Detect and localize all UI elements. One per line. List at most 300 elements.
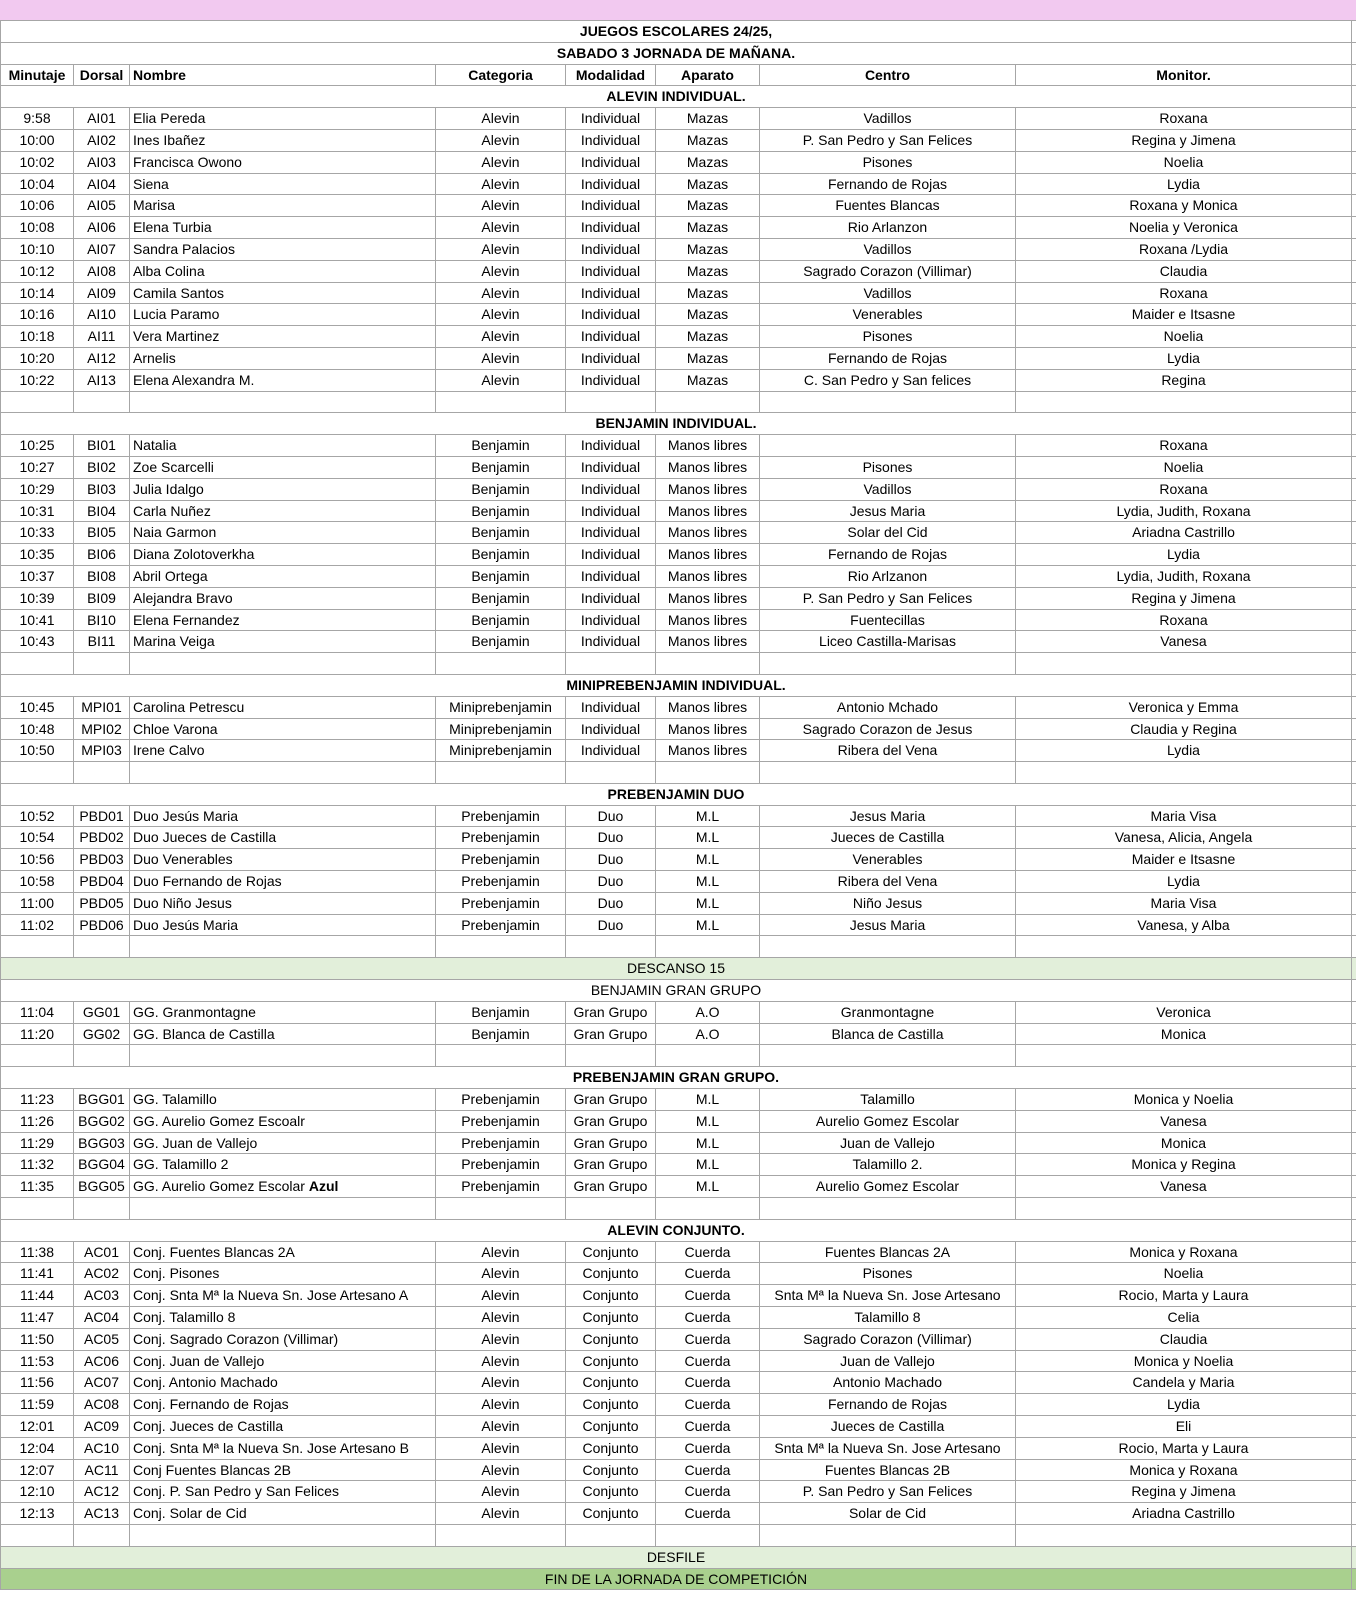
cell-modalidad: Individual — [566, 522, 656, 543]
table-row — [0, 1285, 1356, 1307]
cell-aparato: Cuerda — [656, 1329, 760, 1350]
cell-monitor: Lydia, Judith, Roxana — [1016, 501, 1352, 522]
cell-nombre — [130, 1176, 436, 1197]
cell-centro: Vadillos — [760, 283, 1016, 304]
cell-nombre: Carolina Petrescu — [130, 697, 436, 718]
cell-monitor: Claudia y Regina — [1016, 719, 1352, 740]
table-row — [0, 610, 1356, 632]
cell-categoria: Alevin — [436, 1351, 566, 1372]
cell-minutaje: 10:58 — [0, 871, 74, 892]
cell-aparato: Mazas — [656, 261, 760, 282]
cell-categoria: Benjamin — [436, 588, 566, 609]
cell-monitor: Lydia — [1016, 871, 1352, 892]
cell-nombre: GG. Talamillo 2 — [130, 1154, 436, 1175]
cell-monitor — [1016, 1045, 1352, 1066]
cell-aparato — [656, 1045, 760, 1066]
cell-aparato: Mazas — [656, 283, 760, 304]
cell-monitor: Monitor. — [1016, 65, 1352, 86]
cell-nombre: Conj. Antonio Machado — [130, 1372, 436, 1393]
cell-modalidad: Individual — [566, 348, 656, 369]
cell-aparato: Cuerda — [656, 1394, 760, 1415]
cell-monitor: Lydia, Judith, Roxana — [1016, 566, 1352, 587]
cell-aparato: Cuerda — [656, 1438, 760, 1459]
cell-minutaje: 11:20 — [0, 1024, 74, 1045]
cell-aparato: M.L — [656, 1089, 760, 1110]
cell-nombre: Duo Jueces de Castilla — [130, 827, 436, 848]
cell-monitor: Roxana — [1016, 479, 1352, 500]
cell-minutaje: 10:48 — [0, 719, 74, 740]
cell-minutaje: 10:20 — [0, 348, 74, 369]
cell-modalidad: Gran Grupo — [566, 1002, 656, 1023]
cell-nombre — [130, 392, 436, 413]
cell-centro: Rio Arlanzon — [760, 217, 1016, 238]
cell-monitor: Roxana — [1016, 108, 1352, 129]
cell-modalidad: Individual — [566, 261, 656, 282]
cell-dorsal: AC03 — [74, 1285, 130, 1306]
cell-centro: Pisones — [760, 152, 1016, 173]
cell-nombre: Duo Venerables — [130, 849, 436, 870]
cell-monitor: Regina y Jimena — [1016, 1481, 1352, 1502]
cell-aparato: Cuerda — [656, 1242, 760, 1263]
cell-dorsal: AC09 — [74, 1416, 130, 1437]
cell-dorsal: BI04 — [74, 501, 130, 522]
cell-minutaje — [0, 762, 74, 783]
cell-centro: Jesus Maria — [760, 806, 1016, 827]
table-row — [0, 827, 1356, 849]
cell-aparato: Mazas — [656, 130, 760, 151]
cell-monitor: Regina y Jimena — [1016, 588, 1352, 609]
empty-row — [0, 653, 1356, 675]
cell-dorsal: AC11 — [74, 1460, 130, 1481]
cell-dorsal — [74, 1045, 130, 1066]
sheet-subtitle: SABADO 3 JORNADA DE MAÑANA. — [0, 43, 1352, 64]
cell-nombre: Francisca Owono — [130, 152, 436, 173]
cell-categoria: Miniprebenjamin — [436, 740, 566, 761]
cell-dorsal: AI13 — [74, 370, 130, 391]
cell-minutaje: 10:04 — [0, 174, 74, 195]
cell-dorsal: BGG04 — [74, 1154, 130, 1175]
cell-monitor: Maider e Itsasne — [1016, 304, 1352, 325]
cell-categoria: Alevin — [436, 1242, 566, 1263]
cell-monitor: Maria Visa — [1016, 806, 1352, 827]
cell-aparato: Cuerda — [656, 1372, 760, 1393]
empty-row — [0, 1525, 1356, 1547]
cell-nombre: Alejandra Bravo — [130, 588, 436, 609]
cell-dorsal: PBD03 — [74, 849, 130, 870]
cell-centro: Aurelio Gomez Escolar — [760, 1176, 1016, 1197]
cell-aparato: Mazas — [656, 370, 760, 391]
cell-minutaje: 10:29 — [0, 479, 74, 500]
cell-modalidad — [566, 1525, 656, 1546]
cell-modalidad: Conjunto — [566, 1460, 656, 1481]
cell-dorsal: PBD06 — [74, 915, 130, 936]
table-row — [0, 697, 1356, 719]
cell-categoria: Prebenjamin — [436, 893, 566, 914]
table-row — [0, 348, 1356, 370]
cell-minutaje: 12:04 — [0, 1438, 74, 1459]
empty-row — [0, 936, 1356, 958]
cell-monitor — [1016, 1198, 1352, 1219]
cell-modalidad: Individual — [566, 326, 656, 347]
cell-aparato: Manos libres — [656, 566, 760, 587]
table-row — [0, 239, 1356, 261]
cell-dorsal: AI08 — [74, 261, 130, 282]
cell-modalidad: Individual — [566, 370, 656, 391]
cell-centro: Fuentes Blancas 2B — [760, 1460, 1016, 1481]
cell-categoria: Alevin — [436, 326, 566, 347]
table-row — [0, 522, 1356, 544]
entry-name-suffix: Azul — [308, 1178, 339, 1195]
cell-monitor: Maria Visa — [1016, 893, 1352, 914]
cell-monitor: Celia — [1016, 1307, 1352, 1328]
cell-modalidad: Individual — [566, 631, 656, 652]
cell-nombre: Conj. Fuentes Blancas 2A — [130, 1242, 436, 1263]
cell-modalidad: Duo — [566, 827, 656, 848]
cell-nombre: Duo Jesús Maria — [130, 806, 436, 827]
cell-aparato: Cuerda — [656, 1503, 760, 1524]
cell-centro: Antonio Machado — [760, 1372, 1016, 1393]
cell-aparato: Mazas — [656, 217, 760, 238]
table-row — [0, 457, 1356, 479]
section-title: ALEVIN CONJUNTO. — [0, 1220, 1352, 1241]
cell-aparato: M.L — [656, 915, 760, 936]
cell-monitor — [1016, 392, 1352, 413]
section-title: BENJAMIN INDIVIDUAL. — [0, 413, 1352, 434]
section-title-row — [0, 1220, 1356, 1242]
cell-categoria: Alevin — [436, 348, 566, 369]
cell-centro: Jueces de Castilla — [760, 1416, 1016, 1437]
cell-nombre: GG. Juan de Vallejo — [130, 1133, 436, 1154]
cell-categoria: Benjamin — [436, 544, 566, 565]
cell-modalidad: Conjunto — [566, 1351, 656, 1372]
table-row — [0, 1503, 1356, 1525]
cell-categoria: Alevin — [436, 217, 566, 238]
cell-monitor: Roxana — [1016, 283, 1352, 304]
section-title: PREBENJAMIN DUO — [0, 784, 1352, 805]
cell-monitor — [1016, 936, 1352, 957]
cell-nombre: Ines Ibañez — [130, 130, 436, 151]
cell-modalidad: Individual — [566, 239, 656, 260]
cell-categoria: Prebenjamin — [436, 871, 566, 892]
cell-modalidad: Duo — [566, 893, 656, 914]
cell-aparato: M.L — [656, 1111, 760, 1132]
cell-modalidad — [566, 392, 656, 413]
table-row — [0, 1089, 1356, 1111]
cell-minutaje: 10:35 — [0, 544, 74, 565]
cell-aparato: A.O — [656, 1024, 760, 1045]
cell-categoria: Benjamin — [436, 522, 566, 543]
cell-nombre — [130, 762, 436, 783]
cell-monitor: Veronica y Emma — [1016, 697, 1352, 718]
cell-nombre: Lucia Paramo — [130, 304, 436, 325]
cell-minutaje: 12:13 — [0, 1503, 74, 1524]
empty-row — [0, 392, 1356, 414]
table-row — [0, 1002, 1356, 1024]
table-row — [0, 435, 1356, 457]
cell-dorsal: BGG03 — [74, 1133, 130, 1154]
cell-centro — [760, 653, 1016, 674]
cell-centro: Ribera del Vena — [760, 740, 1016, 761]
cell-minutaje: 11:35 — [0, 1176, 74, 1197]
cell-centro: Niño Jesus — [760, 893, 1016, 914]
cell-categoria: Benjamin — [436, 566, 566, 587]
cell-nombre: GG. Granmontagne — [130, 1002, 436, 1023]
cell-dorsal: BI11 — [74, 631, 130, 652]
cell-modalidad — [566, 936, 656, 957]
cell-dorsal — [74, 653, 130, 674]
parade-banner-row — [0, 1547, 1356, 1569]
table-row — [0, 588, 1356, 610]
cell-nombre: GG. Aurelio Gomez Escoalr — [130, 1111, 436, 1132]
table-row — [0, 740, 1356, 762]
cell-modalidad — [566, 1045, 656, 1066]
cell-dorsal: AC13 — [74, 1503, 130, 1524]
cell-categoria: Prebenjamin — [436, 915, 566, 936]
section-title-row — [0, 86, 1356, 108]
cell-categoria: Alevin — [436, 1285, 566, 1306]
cell-centro: Pisones — [760, 1263, 1016, 1284]
cell-centro — [760, 435, 1016, 456]
cell-monitor: Maider e Itsasne — [1016, 849, 1352, 870]
cell-minutaje: 11:29 — [0, 1133, 74, 1154]
cell-centro: Sagrado Corazon de Jesus — [760, 719, 1016, 740]
cell-categoria: Benjamin — [436, 631, 566, 652]
cell-centro: Talamillo 2. — [760, 1154, 1016, 1175]
cell-monitor: Ariadna Castrillo — [1016, 522, 1352, 543]
cell-centro: Venerables — [760, 304, 1016, 325]
sheet-title-row — [0, 21, 1356, 43]
cell-dorsal — [74, 936, 130, 957]
cell-aparato: Mazas — [656, 108, 760, 129]
cell-dorsal: AC07 — [74, 1372, 130, 1393]
cell-monitor: Regina — [1016, 370, 1352, 391]
cell-categoria: Prebenjamin — [436, 1176, 566, 1197]
cell-centro: Vadillos — [760, 239, 1016, 260]
cell-centro: Solar del Cid — [760, 522, 1016, 543]
cell-dorsal: BI06 — [74, 544, 130, 565]
cell-modalidad — [566, 762, 656, 783]
cell-aparato: Cuerda — [656, 1351, 760, 1372]
cell-categoria: Alevin — [436, 261, 566, 282]
cell-centro: P. San Pedro y San Felices — [760, 130, 1016, 151]
table-row — [0, 1416, 1356, 1438]
end-banner-row — [0, 1569, 1356, 1591]
cell-nombre: Conj. Snta Mª la Nueva Sn. Jose Artesano A — [130, 1285, 436, 1306]
table-row — [0, 304, 1356, 326]
cell-modalidad — [566, 1198, 656, 1219]
cell-aparato: M.L — [656, 871, 760, 892]
cell-dorsal: AI12 — [74, 348, 130, 369]
cell-dorsal: AI02 — [74, 130, 130, 151]
cell-dorsal: BI08 — [74, 566, 130, 587]
cell-monitor: Lydia — [1016, 1394, 1352, 1415]
table-row — [0, 1111, 1356, 1133]
cell-categoria: Benjamin — [436, 501, 566, 522]
cell-dorsal: AI07 — [74, 239, 130, 260]
cell-nombre: Natalia — [130, 435, 436, 456]
cell-minutaje: 11:00 — [0, 893, 74, 914]
sheet-title: JUEGOS ESCOLARES 24/25, — [0, 21, 1352, 42]
cell-nombre: Conj. Snta Mª la Nueva Sn. Jose Artesano B — [130, 1438, 436, 1459]
table-row — [0, 195, 1356, 217]
cell-monitor: Eli — [1016, 1416, 1352, 1437]
cell-monitor: Regina y Jimena — [1016, 130, 1352, 151]
cell-categoria: Alevin — [436, 1372, 566, 1393]
cell-dorsal — [74, 1198, 130, 1219]
cell-categoria: Prebenjamin — [436, 806, 566, 827]
cell-centro: Talamillo 8 — [760, 1307, 1016, 1328]
table-row — [0, 152, 1356, 174]
cell-aparato: Manos libres — [656, 740, 760, 761]
cell-centro: Venerables — [760, 849, 1016, 870]
cell-categoria: Alevin — [436, 1329, 566, 1350]
cell-modalidad: Conjunto — [566, 1329, 656, 1350]
cell-monitor: Lydia — [1016, 544, 1352, 565]
cell-monitor: Roxana /Lydia — [1016, 239, 1352, 260]
table-row — [0, 893, 1356, 915]
cell-aparato — [656, 762, 760, 783]
cell-monitor: Rocio, Marta y Laura — [1016, 1438, 1352, 1459]
cell-centro: Sagrado Corazon (Villimar) — [760, 1329, 1016, 1350]
cell-monitor: Monica y Regina — [1016, 1154, 1352, 1175]
cell-aparato: Manos libres — [656, 719, 760, 740]
cell-nombre — [130, 1045, 436, 1066]
cell-categoria: Benjamin — [436, 435, 566, 456]
table-row — [0, 1154, 1356, 1176]
cell-minutaje: 10:27 — [0, 457, 74, 478]
cell-monitor — [1016, 653, 1352, 674]
cell-categoria — [436, 1525, 566, 1546]
break-banner-row — [0, 958, 1356, 980]
cell-nombre — [130, 1198, 436, 1219]
cell-categoria: Alevin — [436, 1263, 566, 1284]
cell-minutaje: 11:44 — [0, 1285, 74, 1306]
cell-dorsal: BI01 — [74, 435, 130, 456]
cell-modalidad: Individual — [566, 195, 656, 216]
table-row — [0, 719, 1356, 741]
cell-dorsal: AC08 — [74, 1394, 130, 1415]
cell-nombre: Marina Veiga — [130, 631, 436, 652]
cell-minutaje — [0, 1045, 74, 1066]
cell-centro — [760, 762, 1016, 783]
cell-aparato: Cuerda — [656, 1307, 760, 1328]
cell-categoria: Alevin — [436, 195, 566, 216]
break-banner: DESCANSO 15 — [0, 958, 1352, 979]
cell-centro: Sagrado Corazon (Villimar) — [760, 261, 1016, 282]
cell-monitor: Rocio, Marta y Laura — [1016, 1285, 1352, 1306]
cell-nombre: Chloe Varona — [130, 719, 436, 740]
cell-modalidad: Duo — [566, 871, 656, 892]
cell-nombre — [130, 936, 436, 957]
cell-minutaje: 10:06 — [0, 195, 74, 216]
cell-aparato: Manos libres — [656, 588, 760, 609]
cell-centro: Vadillos — [760, 479, 1016, 500]
cell-monitor: Noelia — [1016, 1263, 1352, 1284]
cell-modalidad: Individual — [566, 435, 656, 456]
cell-minutaje: 12:07 — [0, 1460, 74, 1481]
cell-centro — [760, 936, 1016, 957]
cell-centro: Snta Mª la Nueva Sn. Jose Artesano — [760, 1438, 1016, 1459]
cell-monitor: Vanesa — [1016, 1176, 1352, 1197]
section-title-row — [0, 675, 1356, 697]
cell-centro: Centro — [760, 65, 1016, 86]
cell-centro: Rio Arlzanon — [760, 566, 1016, 587]
cell-aparato: Mazas — [656, 239, 760, 260]
cell-nombre: Conj Fuentes Blancas 2B — [130, 1460, 436, 1481]
cell-nombre: Conj. Talamillo 8 — [130, 1307, 436, 1328]
empty-row — [0, 1045, 1356, 1067]
cell-dorsal: PBD04 — [74, 871, 130, 892]
cell-centro: Antonio Mchado — [760, 697, 1016, 718]
cell-minutaje: 10:16 — [0, 304, 74, 325]
cell-monitor: Veronica — [1016, 1002, 1352, 1023]
table-row — [0, 1024, 1356, 1046]
cell-categoria — [436, 936, 566, 957]
cell-centro: Ribera del Vena — [760, 871, 1016, 892]
cell-centro: Juan de Vallejo — [760, 1351, 1016, 1372]
cell-nombre: Siena — [130, 174, 436, 195]
cell-monitor: Lydia — [1016, 740, 1352, 761]
table-row — [0, 544, 1356, 566]
cell-modalidad: Individual — [566, 566, 656, 587]
cell-categoria: Prebenjamin — [436, 1111, 566, 1132]
table-row — [0, 261, 1356, 283]
cell-modalidad: Individual — [566, 697, 656, 718]
cell-minutaje: 11:50 — [0, 1329, 74, 1350]
cell-nombre: Arnelis — [130, 348, 436, 369]
cell-modalidad: Conjunto — [566, 1438, 656, 1459]
cell-minutaje: 11:32 — [0, 1154, 74, 1175]
cell-dorsal: BI10 — [74, 610, 130, 631]
cell-nombre: Sandra Palacios — [130, 239, 436, 260]
cell-nombre: Julia Idalgo — [130, 479, 436, 500]
cell-modalidad: Gran Grupo — [566, 1176, 656, 1197]
cell-minutaje — [0, 936, 74, 957]
cell-aparato — [656, 392, 760, 413]
cell-minutaje: 10:31 — [0, 501, 74, 522]
cell-categoria: Alevin — [436, 174, 566, 195]
cell-categoria: Alevin — [436, 304, 566, 325]
cell-aparato: Cuerda — [656, 1416, 760, 1437]
cell-monitor: Vanesa — [1016, 631, 1352, 652]
parade-banner: DESFILE — [0, 1547, 1352, 1568]
end-banner: FIN DE LA JORNADA DE COMPETICIÓN — [0, 1569, 1352, 1590]
cell-categoria — [436, 1045, 566, 1066]
cell-nombre: Duo Fernando de Rojas — [130, 871, 436, 892]
cell-centro: Talamillo — [760, 1089, 1016, 1110]
cell-dorsal: AI10 — [74, 304, 130, 325]
cell-dorsal: AC10 — [74, 1438, 130, 1459]
cell-monitor: Ariadna Castrillo — [1016, 1503, 1352, 1524]
cell-modalidad: Duo — [566, 849, 656, 870]
cell-modalidad: Duo — [566, 806, 656, 827]
cell-aparato — [656, 936, 760, 957]
cell-aparato — [656, 1525, 760, 1546]
table-row — [0, 217, 1356, 239]
cell-centro: Vadillos — [760, 108, 1016, 129]
entry-name: GG. Aurelio Gomez Escolar — [133, 1178, 309, 1195]
cell-minutaje: 10:00 — [0, 130, 74, 151]
cell-minutaje: 10:33 — [0, 522, 74, 543]
cell-nombre: Conj. Pisones — [130, 1263, 436, 1284]
cell-dorsal: PBD02 — [74, 827, 130, 848]
table-row — [0, 1351, 1356, 1373]
cell-modalidad: Conjunto — [566, 1242, 656, 1263]
cell-modalidad: Individual — [566, 588, 656, 609]
cell-nombre: Camila Santos — [130, 283, 436, 304]
cell-minutaje: 10:54 — [0, 827, 74, 848]
cell-nombre: Marisa — [130, 195, 436, 216]
